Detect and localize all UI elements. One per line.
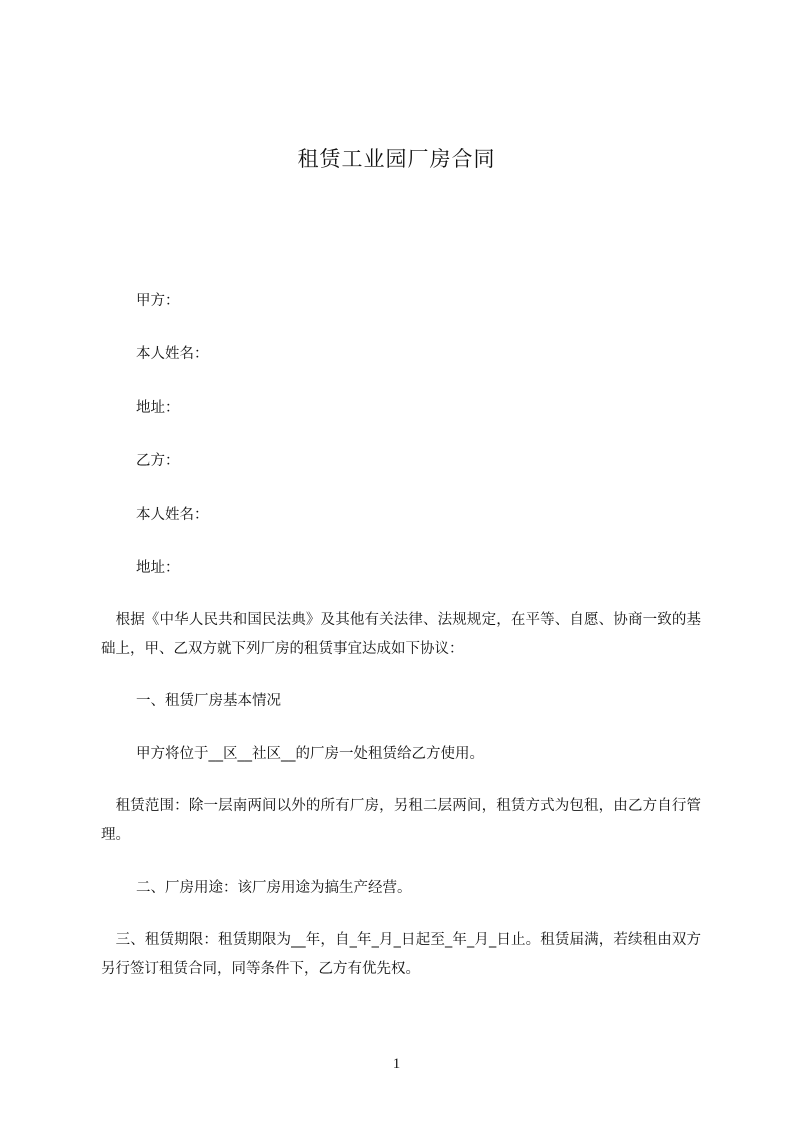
section3-paragraph: 三、租赁期限：租赁期限为__年，自_年_月_日起至_年_月_日止。租赁届满，若续租由双方另行签订租赁合同，同等条件下，乙方有优先权。 bbox=[101, 932, 701, 977]
party-a-label: 甲方： bbox=[136, 293, 180, 309]
section2-paragraph: 二、厂房用途：该厂房用途为搞生产经营。 bbox=[136, 880, 412, 896]
party-a-name-label: 本人姓名： bbox=[136, 346, 209, 362]
section1-heading: 一、租赁厂房基本情况 bbox=[136, 693, 281, 709]
party-b-name-label: 本人姓名： bbox=[136, 507, 209, 523]
party-b-label: 乙方： bbox=[136, 453, 180, 469]
party-b-address-label: 地址： bbox=[136, 560, 180, 576]
document-title: 租赁工业园厂房合同 bbox=[297, 147, 496, 171]
section1-scope-paragraph: 租赁范围：除一层南两间以外的所有厂房，另租二层两间，租赁方式为包租，由乙方自行管理。 bbox=[101, 798, 701, 843]
preamble-paragraph: 根据《中华人民共和国民法典》及其他有关法律、法规规定，在平等、自愿、协商一致的基础上，甲、乙双方就下列厂房的租赁事宜达成如下协议： bbox=[101, 612, 701, 657]
party-a-address-label: 地址： bbox=[136, 400, 180, 416]
page-number: 1 bbox=[392, 1056, 401, 1072]
section1-location: 甲方将位于__区__社区__的厂房一处租赁给乙方使用。 bbox=[136, 746, 484, 762]
